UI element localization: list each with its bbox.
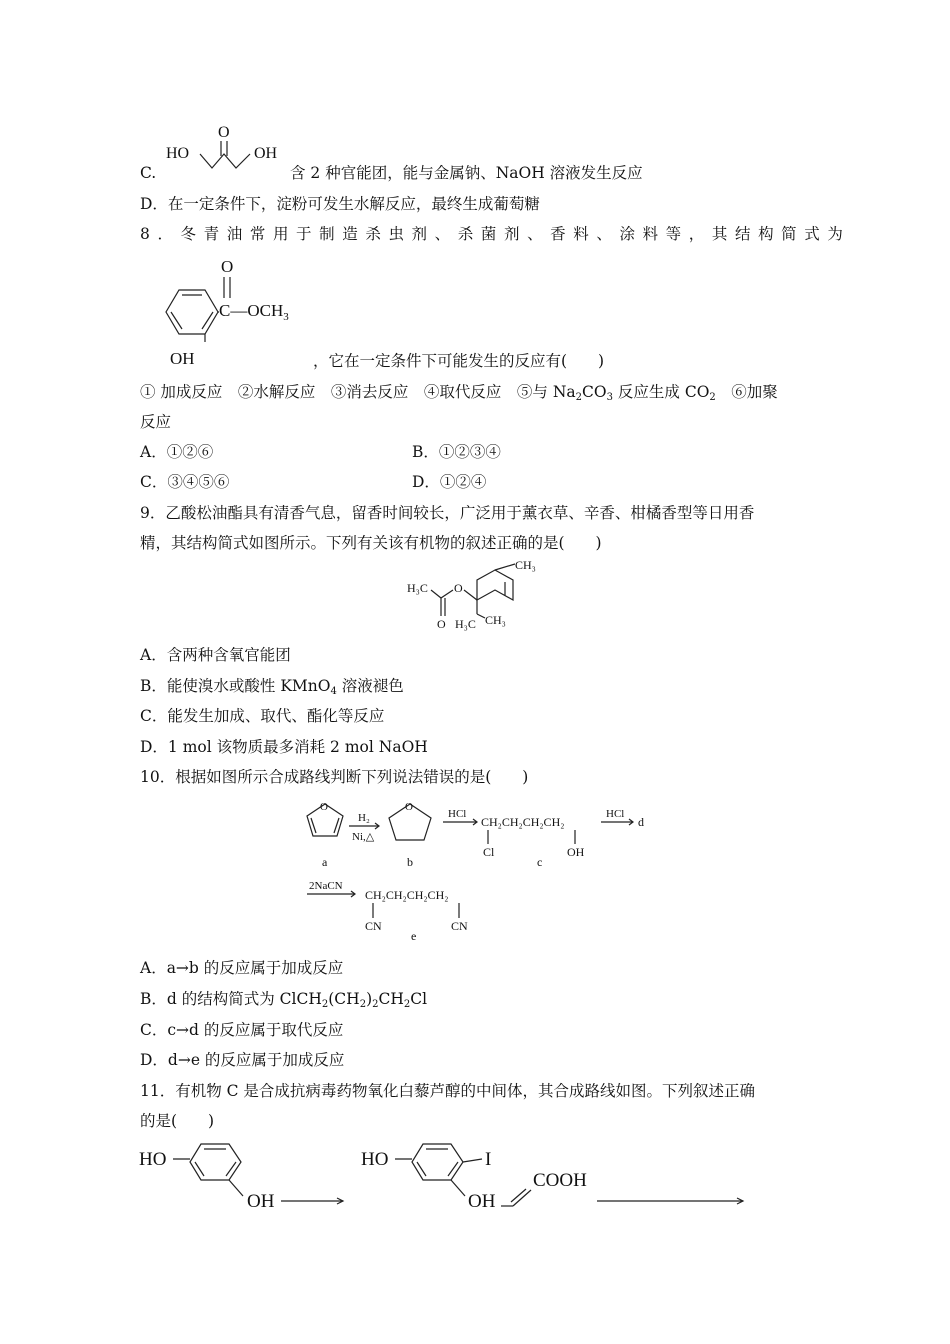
q8-options-line1: ① 加成反应 ②水解反应 ③消去反应 ④取代反应 ⑤与 $Na_2CO_3$ 反应生成 $CO_2$ ⑥加聚: [140, 383, 778, 403]
q7-c-o: O: [218, 124, 230, 141]
q10-option-d: D．d→e 的反应属于加成反应: [140, 1051, 345, 1069]
q10-cn-2: CN: [451, 919, 468, 933]
q7-c-label: C.: [140, 164, 157, 182]
q9-option-a: A．含两种含氧官能团: [140, 646, 291, 664]
q9-h3c: H₃C: [407, 581, 428, 595]
q8-stem-end: ，它在一定条件下可能发生的反应有( ): [313, 352, 605, 370]
q10-label-c: c: [537, 855, 543, 869]
q9-stem-line2: 精，其结构简式如图所示。下列有关该有机物的叙述正确的是( ): [140, 534, 602, 552]
q8-ester: $C—OCH_3$: [219, 301, 289, 323]
q8-benzene-ring: [166, 290, 218, 334]
q7-c-ho: HO: [166, 145, 190, 162]
q7-c-structure: [160, 118, 295, 180]
q11-s1-ho: HO: [139, 1149, 167, 1170]
q10-label-d: d: [638, 815, 644, 829]
q8-stem: 8．冬青油常用于制造杀虫剂、杀菌剂、香料、涂料等，其结构简式为: [140, 225, 851, 243]
q8-oh: OH: [170, 349, 195, 368]
q10-label-b: b: [407, 855, 413, 869]
q10-c-chain: CH₂CH₂CH₂CH₂: [481, 815, 565, 829]
q8-structure: [135, 250, 335, 370]
q7-c-oh: OH: [254, 145, 278, 162]
q9-option-d: D．1 mol 该物质最多消耗 2 mol NaOH: [140, 738, 428, 756]
q10-e-chain: CH₂CH₂CH₂CH₂: [365, 888, 449, 902]
q11-s2-cooh: COOH: [533, 1170, 587, 1191]
q11-s2-ho: HO: [361, 1149, 389, 1170]
q10-ni: Ni,△: [352, 831, 375, 843]
q10-cn-1: CN: [365, 919, 382, 933]
q9-option-b: B．能使溴水或酸性 KMnO$_4$ 溶液褪色: [140, 677, 404, 697]
q11-s1-oh: OH: [247, 1191, 275, 1212]
q10-label-a: a: [322, 855, 328, 869]
q10-label-e: e: [411, 929, 417, 943]
q9-stem-line1: 9．乙酸松油酯具有清香气息，留香时间较长，广泛用于薰衣草、辛香、柑橘香型等日用香: [140, 504, 755, 522]
q9-h3c-bottom: H₃C: [455, 617, 476, 631]
q10-o-a: O: [320, 801, 328, 813]
q9-ring: [477, 570, 513, 600]
q10-scheme: [295, 790, 675, 950]
q11-stem-line2: 的是( ): [140, 1112, 215, 1130]
q10-cl: Cl: [483, 845, 495, 859]
q8-option-d: D．①②④: [412, 473, 487, 491]
q9-option-c: C．能发生加成、取代、酯化等反应: [140, 707, 385, 725]
q10-o-b: O: [405, 801, 413, 813]
q11-s2-i: I: [485, 1149, 492, 1170]
q10-nacn: 2NaCN: [309, 880, 343, 892]
q9-ch3-top: CH₃: [515, 558, 536, 572]
q8-o-top: O: [221, 257, 234, 276]
q9-o-ester: O: [454, 581, 463, 595]
q10-option-a: A．a→b 的反应属于加成反应: [140, 959, 344, 977]
q11-scheme: [135, 1138, 775, 1218]
q8-option-b: B．①②③④: [412, 443, 501, 461]
q10-h2: H₂: [358, 812, 370, 824]
q10-option-b: B．d 的结构简式为 $ClCH_2(CH_2)_2CH_2Cl$: [140, 990, 428, 1010]
q8-option-a: A．①②⑥: [140, 443, 214, 461]
q10-hcl-1: HCl: [448, 808, 467, 820]
q7-d-text: D．在一定条件下，淀粉可发生水解反应，最终生成葡萄糖: [140, 195, 540, 213]
q9-ch3-bottom: CH₃: [485, 613, 506, 627]
q10-stem: 10．根据如图所示合成路线判断下列说法错误的是( ): [140, 768, 529, 786]
q8-options-line2: 反应: [140, 413, 172, 431]
q8-option-c: C．③④⑤⑥: [140, 473, 230, 491]
q11-stem-line1: 11．有机物 C 是合成抗病毒药物氧化白藜芦醇的中间体，其合成路线如图。下列叙述正确: [140, 1082, 755, 1100]
q11-s2-oh: OH: [468, 1191, 496, 1212]
q7-c-chain: [200, 154, 250, 168]
q7-c-text: 含 2 种官能团，能与金属钠、NaOH 溶液发生反应: [290, 164, 643, 182]
q9-o-carbonyl: O: [437, 617, 446, 631]
q10-hcl-2: HCl: [606, 808, 625, 820]
q9-structure: [405, 558, 555, 636]
q10-oh: OH: [567, 845, 585, 859]
q10-option-c: C．c→d 的反应属于取代反应: [140, 1021, 344, 1039]
